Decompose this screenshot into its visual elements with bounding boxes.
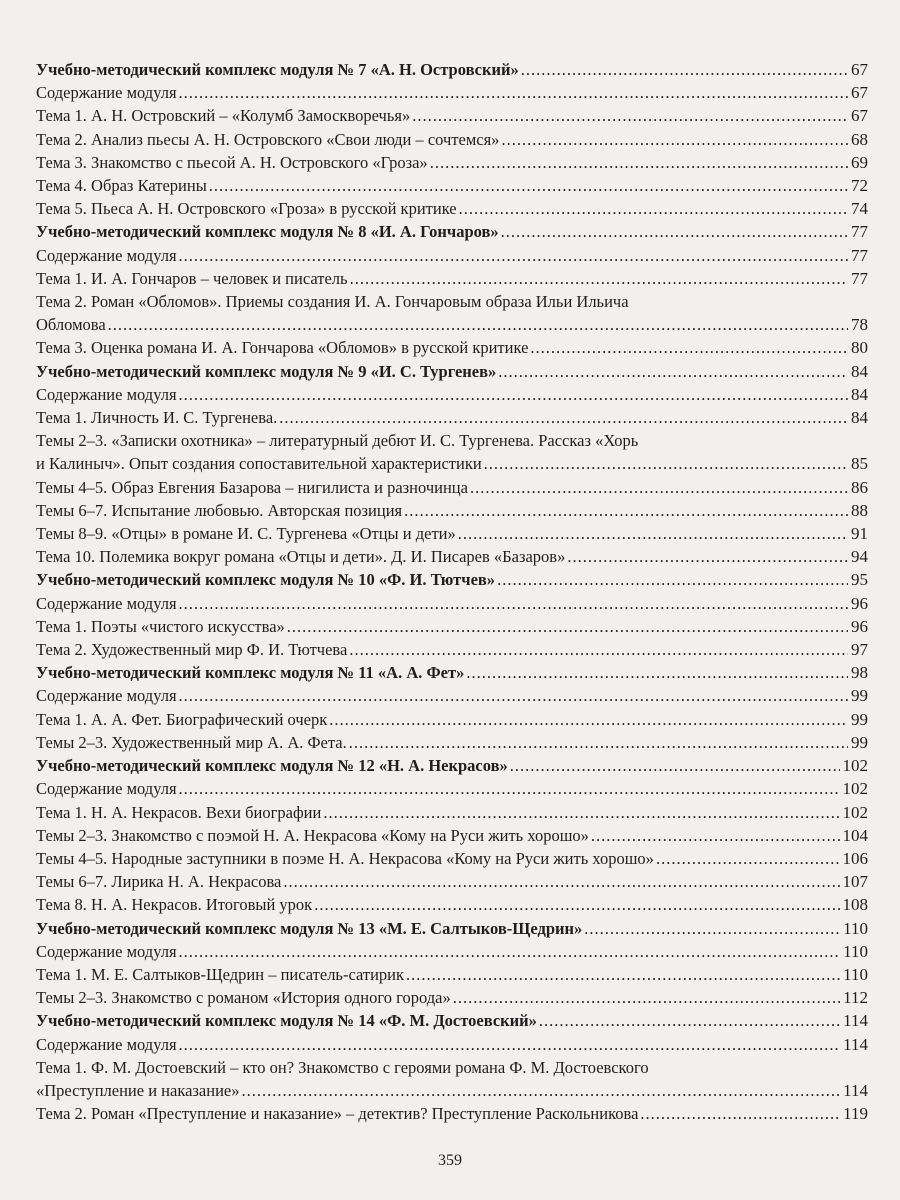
dot-leader: [459, 197, 848, 220]
dot-leader: [530, 336, 848, 359]
entry-text: Содержание модуля: [36, 245, 177, 265]
toc-entry: [36, 476, 868, 499]
dot-leader: [179, 244, 848, 267]
entry-page-number: 102: [842, 802, 868, 822]
toc-entry: [36, 940, 868, 963]
toc-module-heading: [36, 220, 868, 243]
dot-leader: [584, 917, 840, 940]
dot-leader: [510, 754, 840, 777]
entry-text: Темы 2–3. Знакомство с поэмой Н. А. Некрасова «Кому на Руси жить хорошо»: [36, 825, 589, 845]
dot-leader: [108, 313, 848, 336]
toc-entry: [36, 824, 868, 847]
entry-text: и Калиныч». Опыт создания сопоставительной характеристики: [36, 454, 482, 474]
toc-entry: [36, 801, 868, 824]
entry-page-number: 86: [851, 477, 868, 497]
entry-text: Учебно-методический комплекс модуля № 10 «Ф. И. Тютчев»: [36, 570, 496, 590]
entry-text: Тема 2. Анализ пьесы А. Н. Островского «Свои люди – сочтемся»: [36, 129, 500, 149]
entry-page-number: 72: [851, 176, 868, 196]
dot-leader: [412, 104, 848, 127]
toc-entry: [36, 128, 868, 151]
toc-entry: [36, 777, 868, 800]
entry-page-number: 98: [851, 663, 868, 683]
dot-leader: [466, 661, 848, 684]
dot-leader: [349, 731, 848, 754]
entry-text: Темы 6–7. Лирика Н. А. Некрасова: [36, 872, 282, 892]
toc-entry: [36, 893, 868, 916]
dot-leader: [179, 684, 848, 707]
entry-page-number: 95: [851, 570, 868, 590]
toc-entry: [36, 986, 868, 1009]
entry-page-number: 84: [851, 361, 868, 381]
toc-module-heading: [36, 1009, 868, 1032]
toc-entry: [36, 244, 868, 267]
page-number: 359: [438, 1152, 462, 1169]
toc-entry: [36, 336, 868, 359]
dot-leader: [179, 81, 848, 104]
toc-module-heading: [36, 661, 868, 684]
toc-entry: [36, 522, 868, 545]
entry-text: Тема 1. М. Е. Салтыков-Щедрин – писатель-сатирик: [36, 964, 405, 984]
entry-text: Темы 6–7. Испытание любовью. Авторская позиция: [36, 500, 403, 520]
entry-page-number: 77: [851, 268, 868, 288]
dot-leader: [453, 986, 840, 1009]
entry-page-number: 78: [851, 315, 868, 335]
dot-leader: [179, 383, 848, 406]
entry-page-number: 102: [842, 779, 868, 799]
entry-text: Учебно-методический комплекс модуля № 7 «А. Н. Островский»: [36, 60, 519, 79]
entry-page-number: 114: [843, 1011, 868, 1031]
dot-leader: [591, 824, 840, 847]
entry-page-number: 96: [851, 616, 868, 636]
toc-entry: [36, 290, 868, 336]
entry-page-number: 110: [843, 941, 868, 961]
toc-entry: [36, 267, 868, 290]
entry-text-line1: Темы 2–3. «Записки охотника» – литературный дебют И. С. Тургенева. Рассказ «Хорь: [36, 431, 639, 451]
entry-text: Содержание модуля: [36, 593, 177, 613]
dot-leader: [349, 638, 848, 661]
entry-page-number: 112: [843, 988, 868, 1008]
entry-text-line1: Тема 2. Роман «Обломов». Приемы создания И. А. Гончаровым образа Ильи Ильича: [36, 292, 629, 312]
entry-page-number: 99: [851, 732, 868, 752]
dot-leader: [329, 708, 848, 731]
entry-page-number: 99: [851, 686, 868, 706]
entry-page-number: 80: [851, 338, 868, 358]
toc-entry: [36, 1102, 868, 1125]
entry-text: Тема 1. Поэты «чистого искусства»: [36, 616, 285, 636]
dot-leader: [179, 1033, 841, 1056]
dot-leader: [656, 847, 840, 870]
dot-leader: [470, 476, 848, 499]
entry-page-number: 68: [851, 129, 868, 149]
entry-page-number: 67: [851, 106, 868, 126]
entry-text: Тема 1. А. А. Фет. Биографический очерк: [36, 709, 328, 729]
entry-page-number: 77: [851, 222, 868, 242]
dot-leader: [430, 151, 848, 174]
toc-entry: [36, 870, 868, 893]
entry-text-line1: Тема 1. Ф. М. Достоевский – кто он? Знакомство с героями романа Ф. М. Достоевского: [36, 1057, 649, 1077]
entry-text: Тема 1. Личность И. С. Тургенева.: [36, 408, 278, 428]
dot-leader: [209, 174, 848, 197]
dot-leader: [501, 220, 848, 243]
toc-entry: [36, 731, 868, 754]
entry-page-number: 102: [842, 756, 868, 776]
dot-leader: [179, 777, 840, 800]
entry-text: Тема 2. Художественный мир Ф. И. Тютчева: [36, 640, 348, 660]
toc-entry: [36, 592, 868, 615]
dot-leader: [242, 1079, 841, 1102]
dot-leader: [497, 568, 848, 591]
toc-entry: [36, 545, 868, 568]
dot-leader: [501, 128, 848, 151]
toc-entry: [36, 151, 868, 174]
entry-page-number: 106: [842, 848, 868, 868]
entry-page-number: 110: [843, 918, 868, 938]
entry-page-number: 94: [851, 547, 868, 567]
entry-text: Темы 2–3. Художественный мир А. А. Фета.: [36, 732, 347, 752]
entry-text: Тема 1. Н. А. Некрасов. Вехи биографии: [36, 802, 322, 822]
entry-page-number: 114: [843, 1080, 868, 1100]
toc-entry: [36, 847, 868, 870]
entry-text: Учебно-методический комплекс модуля № 13 «М. Е. Салтыков-Щедрин»: [36, 918, 583, 938]
toc-entry: [36, 684, 868, 707]
entry-text: Тема 4. Образ Катерины: [36, 176, 207, 196]
entry-page-number: 110: [843, 964, 868, 984]
entry-text: «Преступление и наказание»: [36, 1080, 240, 1100]
toc-module-heading: [36, 754, 868, 777]
dot-leader: [539, 1009, 840, 1032]
entry-text: Содержание модуля: [36, 384, 177, 404]
entry-text: Тема 3. Знакомство с пьесой А. Н. Островского «Гроза»: [36, 152, 428, 172]
dot-leader: [406, 963, 840, 986]
entry-text: Тема 8. Н. А. Некрасов. Итоговый урок: [36, 895, 313, 915]
toc-module-heading: [36, 917, 868, 940]
entry-page-number: 84: [851, 408, 868, 428]
toc-module-heading: [36, 360, 868, 383]
toc-entry: [36, 174, 868, 197]
entry-text: Тема 10. Полемика вокруг романа «Отцы и дети». Д. И. Писарев «Базаров»: [36, 547, 566, 567]
entry-text: Учебно-методический комплекс модуля № 14 «Ф. М. Достоевский»: [36, 1011, 537, 1031]
entry-text: Темы 4–5. Образ Евгения Базарова – нигилиста и разночинца: [36, 477, 468, 497]
toc-entry: [36, 81, 868, 104]
dot-leader: [640, 1102, 840, 1125]
entry-text: Содержание модуля: [36, 83, 177, 103]
dot-leader: [283, 870, 839, 893]
dot-leader: [323, 801, 839, 824]
entry-text: Тема 1. И. А. Гончаров – человек и писатель: [36, 268, 348, 288]
toc-module-heading: [36, 568, 868, 591]
entry-page-number: 107: [842, 872, 868, 892]
entry-page-number: 85: [851, 454, 868, 474]
toc-entry: [36, 383, 868, 406]
entry-text: Тема 2. Роман «Преступление и наказание» – детектив? Преступление Раскольникова: [36, 1104, 639, 1124]
entry-page-number: 67: [851, 60, 868, 79]
toc-module-heading: [36, 58, 868, 81]
entry-text: Темы 4–5. Народные заступники в поэме Н. А. Некрасова «Кому на Руси жить хорошо»: [36, 848, 654, 868]
dot-leader: [484, 452, 848, 475]
entry-text: Темы 8–9. «Отцы» в романе И. С. Тургенева «Отцы и дети»: [36, 524, 456, 544]
dot-leader: [404, 499, 848, 522]
entry-page-number: 97: [851, 640, 868, 660]
entry-text: Содержание модуля: [36, 779, 177, 799]
toc-entry: [36, 615, 868, 638]
dot-leader: [567, 545, 848, 568]
toc-entry: [36, 708, 868, 731]
entry-page-number: 67: [851, 83, 868, 103]
entry-text: Темы 2–3. Знакомство с романом «История одного города»: [36, 988, 451, 1008]
entry-text: Учебно-методический комплекс модуля № 9 «И. С. Тургенев»: [36, 361, 497, 381]
dot-leader: [314, 893, 839, 916]
entry-text: Обломова: [36, 315, 106, 335]
dot-leader: [179, 940, 841, 963]
toc-entry: [36, 429, 868, 475]
dot-leader: [279, 406, 848, 429]
entry-page-number: 104: [842, 825, 868, 845]
toc-entry: [36, 406, 868, 429]
entry-text: Учебно-методический комплекс модуля № 8 «И. А. Гончаров»: [36, 222, 499, 242]
toc-entry: [36, 104, 868, 127]
toc-entry: [36, 963, 868, 986]
toc-entry: [36, 499, 868, 522]
table-of-contents: [36, 58, 868, 1125]
toc-entry: [36, 197, 868, 220]
toc-entry: [36, 1033, 868, 1056]
dot-leader: [350, 267, 848, 290]
entry-text: Содержание модуля: [36, 941, 177, 961]
dot-leader: [458, 522, 848, 545]
entry-page-number: 96: [851, 593, 868, 613]
entry-text: Учебно-методический комплекс модуля № 11 «А. А. Фет»: [36, 663, 465, 683]
entry-page-number: 99: [851, 709, 868, 729]
entry-page-number: 84: [851, 384, 868, 404]
entry-page-number: 108: [842, 895, 868, 915]
toc-entry: [36, 638, 868, 661]
dot-leader: [498, 360, 848, 383]
entry-page-number: 77: [851, 245, 868, 265]
entry-text: Тема 5. Пьеса А. Н. Островского «Гроза» в русской критике: [36, 199, 457, 219]
entry-page-number: 74: [851, 199, 868, 219]
dot-leader: [287, 615, 848, 638]
entry-page-number: 88: [851, 500, 868, 520]
entry-page-number: 119: [843, 1104, 868, 1124]
toc-entry: [36, 1056, 868, 1102]
dot-leader: [521, 58, 848, 81]
entry-text: Тема 1. А. Н. Островский – «Колумб Замоскворечья»: [36, 106, 411, 126]
entry-text: Содержание модуля: [36, 1034, 177, 1054]
entry-page-number: 114: [843, 1034, 868, 1054]
dot-leader: [179, 592, 848, 615]
entry-text: Тема 3. Оценка романа И. А. Гончарова «Обломов» в русской критике: [36, 338, 529, 358]
entry-page-number: 69: [851, 152, 868, 172]
entry-page-number: 91: [851, 524, 868, 544]
entry-text: Содержание модуля: [36, 686, 177, 706]
entry-text: Учебно-методический комплекс модуля № 12 «Н. А. Некрасов»: [36, 756, 508, 776]
